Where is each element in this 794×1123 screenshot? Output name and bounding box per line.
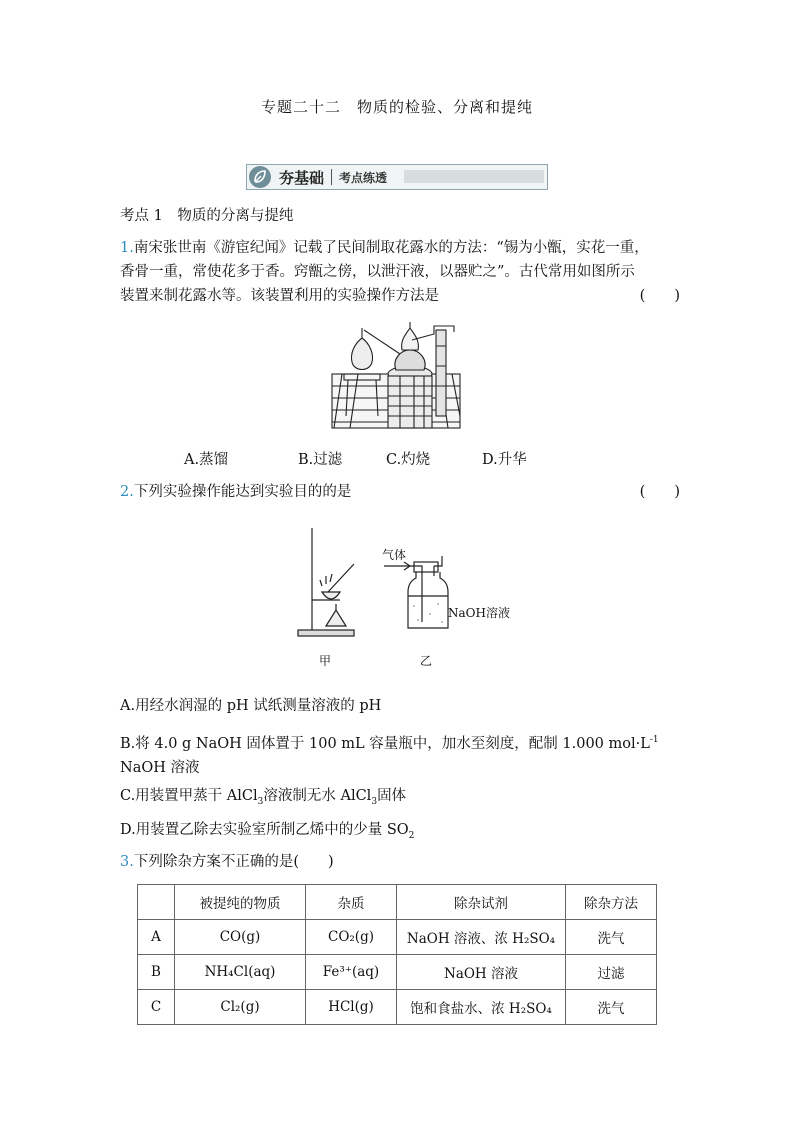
q2-answer-paren: ( )	[639, 484, 680, 500]
apparatus-jia-figure	[296, 526, 364, 638]
q1-number: 1.	[120, 240, 134, 256]
q2-option-d	[120, 818, 680, 848]
q1-line2: 香骨一重，常使花多于香。窍甑之傍，以泄汗液，以器贮之”。古代常用如图所示	[120, 264, 635, 280]
table-cell: B	[138, 955, 175, 990]
banner-main: 夯基础	[279, 169, 325, 187]
table-header-cell: 除杂试剂	[397, 885, 566, 920]
table-cell: CO(g)	[175, 920, 306, 955]
q2-option-d-part1: D.用装置乙除去实验室所制乙烯中的少量 SO	[120, 822, 409, 838]
fig-label-yi: 乙	[420, 654, 433, 668]
q1-option-d: D.升华	[482, 452, 527, 468]
q2-option-b-line1: B.将 4.0 g NaOH 固体置于 100 mL 容量瓶中，加水至刻度，配制 1.000 mol·L	[120, 735, 650, 752]
question-1	[120, 236, 680, 308]
table-header-cell: 被提纯的物质	[175, 885, 306, 920]
q1-line3: 装置来制花露水等。该装置利用的实验操作方法是	[120, 288, 439, 304]
q2-option-b-line2: NaOH 溶液	[120, 759, 200, 776]
fig-label-naoh: NaOH溶液	[448, 606, 510, 620]
q3-number: 3.	[120, 854, 134, 870]
q2-option-c-sub1: 3	[257, 796, 264, 807]
table-cell: Fe³⁺(aq)	[306, 955, 397, 990]
leaf-icon	[249, 166, 271, 188]
table-row	[138, 990, 657, 1025]
banner-divider	[331, 169, 332, 185]
q2-option-c-sub2: 3	[371, 796, 378, 807]
table-header-row	[138, 885, 657, 920]
q2-text: 下列实验操作能达到实验目的的是	[133, 484, 352, 500]
table-cell: HCl(g)	[306, 990, 397, 1025]
q2-option-c-part1: C.用装置甲蒸干 AlCl	[120, 788, 258, 804]
table-cell: NH₄Cl(aq)	[175, 955, 306, 990]
table-cell: NaOH 溶液	[397, 955, 566, 990]
q1-option-a: A.蒸馏	[184, 452, 229, 468]
fig-label-gas: 气体	[382, 548, 407, 562]
table-cell: 过滤	[566, 955, 657, 990]
table-cell: Cl₂(g)	[175, 990, 306, 1025]
q2-option-c	[120, 784, 680, 814]
kaodian-heading: 考点 1 物质的分离与提纯	[120, 208, 294, 224]
banner-sub: 考点练透	[339, 171, 388, 185]
table-cell: 饱和食盐水、浓 H₂SO₄	[397, 990, 566, 1025]
q1-answer-paren: ( )	[639, 288, 680, 304]
table-cell: 洗气	[566, 990, 657, 1025]
q2-option-a: A.用经水润湿的 pH 试纸测量溶液的 pH	[120, 698, 382, 714]
question-2-stem	[120, 480, 680, 504]
q3-text: 下列除杂方案不正确的是( )	[133, 854, 334, 870]
table-cell: 洗气	[566, 920, 657, 955]
fig-label-jia: 甲	[319, 654, 332, 668]
table-header-cell: 杂质	[306, 885, 397, 920]
q2-option-c-part2: 溶液制无水 AlCl	[263, 788, 372, 804]
table-header-cell: 除杂方法	[566, 885, 657, 920]
q1-line1: 南宋张世南《游宦纪闻》记载了民间制取花露水的方法：“锡为小甑，实花一重，	[133, 240, 649, 256]
impurity-removal-table	[137, 884, 657, 1025]
q2-option-d-sub: 2	[408, 830, 415, 841]
table-cell: C	[138, 990, 175, 1025]
table-header-cell	[138, 885, 175, 920]
distillation-apparatus-figure	[330, 316, 464, 430]
question-3-stem	[120, 850, 680, 874]
table-cell: NaOH 溶液、浓 H₂SO₄	[397, 920, 566, 955]
section-banner	[246, 164, 548, 190]
table-cell: CO₂(g)	[306, 920, 397, 955]
q2-option-b-sup: -1	[649, 735, 659, 745]
q2-number: 2.	[120, 484, 134, 500]
q2-option-c-part3: 固体	[377, 788, 407, 804]
table-cell: A	[138, 920, 175, 955]
q2-option-b	[120, 728, 680, 780]
q1-option-b: B.过滤	[298, 452, 343, 468]
page-title: 专题二十二 物质的检验、分离和提纯	[260, 98, 533, 116]
table-row	[138, 955, 657, 990]
table-row	[138, 920, 657, 955]
q1-option-c: C.灼烧	[386, 452, 431, 468]
banner-bar	[404, 170, 544, 183]
